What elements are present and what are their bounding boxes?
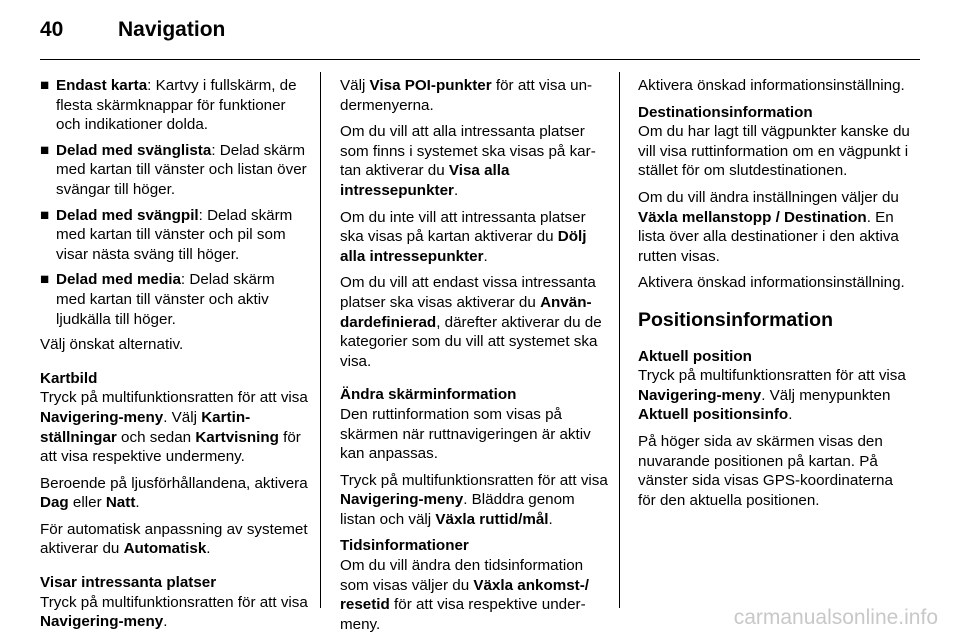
poi-hide-all-paragraph: Om du inte vill att intressanta platser ska visas på kartan aktiverar du Dölj alla intressepunkter. bbox=[340, 208, 587, 265]
header-rule bbox=[40, 59, 920, 60]
bullet-icon: ■ bbox=[40, 206, 50, 224]
column-1 bbox=[40, 76, 308, 639]
option-name: Delad med media bbox=[56, 271, 181, 289]
poi-paragraph: Tryck på multifunktionsratten för att visa Navigering-meny. bbox=[40, 593, 308, 631]
kartbild-paragraph-1: Tryck på multifunktionsratten för att visa Navigering-meny. Välj Kartinställningar och sedan Kartvisning för att visa respektive undermeny. bbox=[40, 389, 308, 466]
bullet-delad-med-svanglista bbox=[40, 141, 308, 200]
column-3 bbox=[638, 76, 910, 517]
current-position-paragraph-1: Tryck på multifunktionsratten för att visa Navigering-meny. Välj menypunkten Aktuell positionsinfo. bbox=[638, 367, 906, 424]
column-divider-2 bbox=[619, 72, 620, 608]
screen-info-paragraph-2: Tryck på multifunktionsratten för att visa Navigering-meny. Bläddra genom listan och välj Växla ruttid/mål. bbox=[340, 471, 608, 528]
kartbild-paragraph-3: För automatisk anpassning av systemet aktiverar du Automatisk. bbox=[40, 520, 308, 558]
option-description: : Delad skärm med kartan till vänster och listan över svängar till höger. bbox=[56, 141, 307, 198]
bullet-delad-med-media bbox=[40, 270, 308, 329]
kartbild-heading: Kartbild bbox=[40, 369, 98, 387]
screen-info-paragraph-1: Den ruttinformation som visas på skärmen när ruttnavigeringen är aktiv kan anpassas. bbox=[340, 405, 591, 463]
bullet-endast-karta bbox=[40, 76, 308, 135]
poi-user-defined-paragraph: Om du vill att endast vissa intressanta platser ska visas aktiverar du Användardefinierad, därefter aktiverar du de kategorier som du vill att systemet ska visa. bbox=[340, 274, 602, 370]
time-info-heading: Tidsinformationer bbox=[340, 537, 469, 555]
select-option-text: Välj önskat alternativ. bbox=[40, 336, 184, 354]
current-position-heading: Aktuell position bbox=[638, 347, 752, 365]
column-divider-1 bbox=[320, 72, 321, 608]
destination-info-paragraph-1: Om du har lagt till vägpunkter kanske du vill visa ruttinformation om en vägpunkt i stället för om slutdestinationen. bbox=[638, 123, 910, 180]
position-info-title: Positionsinformation bbox=[638, 308, 833, 331]
bullet-icon: ■ bbox=[40, 271, 50, 289]
bullet-delad-med-svangpil bbox=[40, 206, 308, 265]
bullet-icon: ■ bbox=[40, 141, 50, 159]
option-name: Endast karta bbox=[56, 77, 148, 94]
bullet-icon: ■ bbox=[40, 77, 50, 94]
poi-select-paragraph: Välj Visa POI-punkter för att visa undermenyerna. bbox=[340, 77, 593, 114]
activate-info-paragraph-2: Aktivera önskad informationsinställning. bbox=[638, 274, 905, 292]
option-name: Delad med svänglista bbox=[56, 141, 212, 159]
column-2 bbox=[340, 76, 608, 641]
kartbild-paragraph-2: Beroende på ljusförhållandena, aktivera Dag eller Natt. bbox=[40, 474, 308, 512]
destination-info-paragraph-2: Om du vill ändra inställningen väljer du Växla mellanstopp / Destination. En lista över alla destinationer i den aktiva rutten visas. bbox=[638, 188, 899, 265]
screen-info-heading: Ändra skärminformation bbox=[340, 386, 517, 404]
destination-info-heading: Destinationsinformation bbox=[638, 103, 813, 121]
option-description: : Delad skärm med kartan till vänster och pil som visar nästa sväng till höger. bbox=[56, 206, 293, 263]
option-description: : Delad skärm med kartan till vänster och aktiv ljudkälla till höger. bbox=[56, 271, 275, 328]
option-name: Delad med svängpil bbox=[56, 206, 199, 224]
page-number: 40 bbox=[40, 18, 64, 41]
time-info-paragraph: Om du vill ändra den tidsinformation som visas väljer du Växla ankomst-/ resetid för att visa respektive undermeny. bbox=[340, 557, 590, 633]
poi-show-all-paragraph: Om du vill att alla intressanta platser som finns i systemet ska visas på kartan aktiverar du Visa alla intressepunkter. bbox=[340, 123, 596, 199]
poi-heading: Visar intressanta platser bbox=[40, 574, 217, 592]
current-position-paragraph-2: På höger sida av skärmen visas den nuvarande positionen på kartan. På vänster sida visas GPS-koordinaterna för den aktuella positionen. bbox=[638, 432, 893, 509]
option-description: : Kartvy i fullskärm, de flesta skärmknappar för funktioner och indikationer dolda. bbox=[56, 77, 297, 134]
watermark: carmanualsonline.info bbox=[733, 606, 938, 629]
activate-info-paragraph-1: Aktivera önskad informationsinställning. bbox=[638, 77, 905, 94]
section-title: Navigation bbox=[118, 18, 226, 41]
